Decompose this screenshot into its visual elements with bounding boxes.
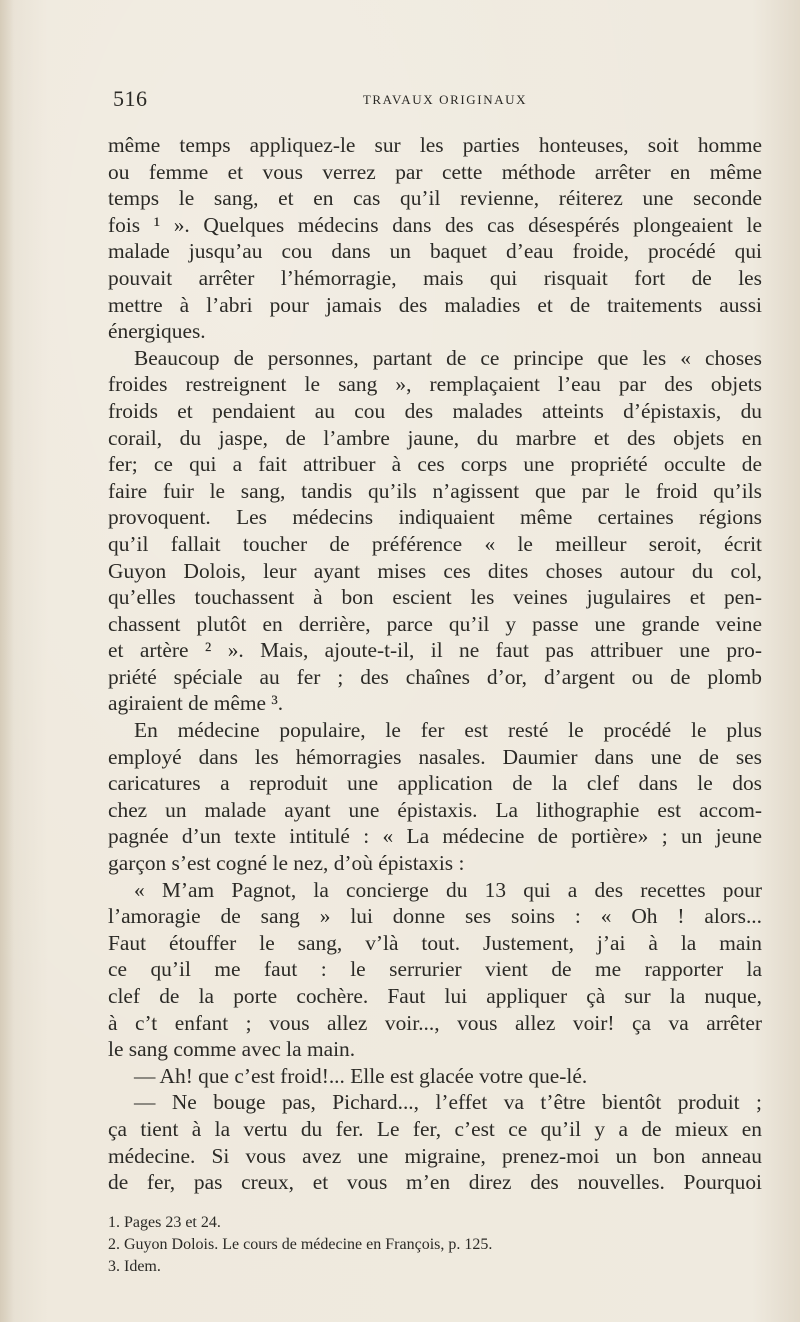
footnote-text: Idem. bbox=[124, 1258, 161, 1275]
text-line: chez un malade ayant une épistaxis. La lithographie est accom- bbox=[108, 797, 762, 822]
text-line: même temps appliquez-le sur les parties honteuses, soit homme bbox=[108, 133, 762, 157]
page-header bbox=[110, 86, 760, 116]
page-number: 516 bbox=[113, 86, 148, 111]
page-binding-shadow bbox=[0, 0, 14, 1322]
text-line: — Ah! que c’est froid!... Elle est glacée votre que-lé. bbox=[134, 1063, 588, 1088]
text-line: corail, du jaspe, de l’ambre jaune, du marbre et des objets en bbox=[108, 425, 762, 450]
text-line: pouvait arrêter l’hémorragie, mais qui risquait fort de les bbox=[108, 265, 762, 290]
text-line: qu’elles touchassent à bon escient les veines jugulaires et pen- bbox=[108, 585, 762, 610]
text-line: fois ¹ ». Quelques médecins dans des cas désespérés plongeaient le bbox=[108, 212, 762, 237]
text-line: clef de la porte cochère. Faut lui appliquer çà sur la nuque, bbox=[108, 984, 762, 1008]
text-line: Faut étouffer le sang, v’là tout. Justement, j’ai à la main bbox=[108, 930, 762, 955]
text-line: Beaucoup de personnes, partant de ce principe que les « choses bbox=[134, 345, 762, 370]
text-line: le sang comme avec la main. bbox=[108, 1037, 356, 1062]
footnote bbox=[108, 1212, 762, 1234]
text-line: garçon s’est cogné le nez, d’où épistaxis : bbox=[108, 851, 465, 876]
text-line: et artère ² ». Mais, ajoute-t-il, il ne faut pas attribuer une pro- bbox=[108, 638, 762, 663]
footnote-number: 3. bbox=[108, 1258, 120, 1275]
text-line: Guyon Dolois, leur ayant mises ces dites choses autour du col, bbox=[108, 558, 762, 583]
text-line: mettre à l’abri pour jamais des maladies et de traitements aussi bbox=[108, 292, 762, 317]
text-line: provoquent. Les médecins indiquaient même certaines régions bbox=[108, 505, 762, 530]
text-line: à c’t enfant ; vous allez voir..., vous allez voir! ça va arrêter bbox=[108, 1010, 762, 1035]
text-line: ça tient à la vertu du fer. Le fer, c’est ce qu’il y a de mieux en bbox=[108, 1116, 762, 1141]
running-head: TRAVAUX ORIGINAUX bbox=[362, 92, 528, 107]
footnote-number: 1. bbox=[108, 1214, 120, 1231]
text-line: de fer, pas creux, et vous m’en direz des nouvelles. Pourquoi bbox=[108, 1170, 762, 1195]
text-line: qu’il fallait toucher de préférence « le meilleur seroit, écrit bbox=[108, 531, 762, 556]
text-line: — Ne bouge pas, Pichard..., l’effet va t’être bientôt produit ; bbox=[134, 1090, 762, 1115]
body-text bbox=[108, 132, 762, 1196]
text-line: faire fuir le sang, tandis qu’ils n’agissent que par le froid qu’ils bbox=[108, 478, 762, 503]
text-line: employé dans les hémorragies nasales. Daumier dans une de ses bbox=[108, 744, 762, 769]
text-line: temps le sang, et en cas qu’il revienne, réiterez une seconde bbox=[108, 186, 762, 211]
text-line: malade jusqu’au cou dans un baquet d’eau froide, procédé qui bbox=[108, 239, 762, 264]
text-line: En médecine populaire, le fer est resté le procédé le plus bbox=[134, 718, 762, 743]
text-line: caricatures a reproduit une application de la clef dans le dos bbox=[108, 771, 762, 796]
text-line: priété spéciale au fer ; des chaînes d’or, d’argent ou de plomb bbox=[108, 664, 762, 689]
text-line: ce qu’il me faut : le serrurier vient de me rapporter la bbox=[108, 957, 762, 982]
footnote bbox=[108, 1256, 762, 1278]
text-line: l’amoragie de sang » lui donne ses soins : « Oh ! alors... bbox=[108, 904, 762, 929]
text-line: froides restreignent le sang », remplaçaient l’eau par des objets bbox=[108, 372, 762, 397]
footnote-text: Pages 23 et 24. bbox=[124, 1214, 221, 1231]
text-line: agiraient de même ³. bbox=[108, 691, 284, 716]
text-line: pagnée d’un texte intitulé : « La médecine de portière» ; un jeune bbox=[108, 824, 762, 849]
text-line: ou femme et vous verrez par cette méthode arrêter en même bbox=[108, 159, 762, 184]
text-line: froids et pendaient au cou des malades atteints d’épistaxis, du bbox=[108, 398, 762, 423]
text-line: fer; ce qui a fait attribuer à ces corps une propriété occulte de bbox=[108, 452, 762, 477]
footnote-text: Guyon Dolois. Le cours de médecine en François, p. 125. bbox=[124, 1236, 493, 1253]
text-line: énergiques. bbox=[108, 319, 206, 344]
text-line: « M’am Pagnot, la concierge du 13 qui a des recettes pour bbox=[134, 877, 762, 902]
text-line: médecine. Si vous avez une migraine, prenez-moi un bon anneau bbox=[108, 1143, 762, 1168]
text-line: chassent plutôt en derrière, parce qu’il y passe une grande veine bbox=[108, 611, 762, 636]
footnote-number: 2. bbox=[108, 1236, 120, 1253]
footnote bbox=[108, 1234, 762, 1256]
footnotes bbox=[108, 1212, 762, 1278]
